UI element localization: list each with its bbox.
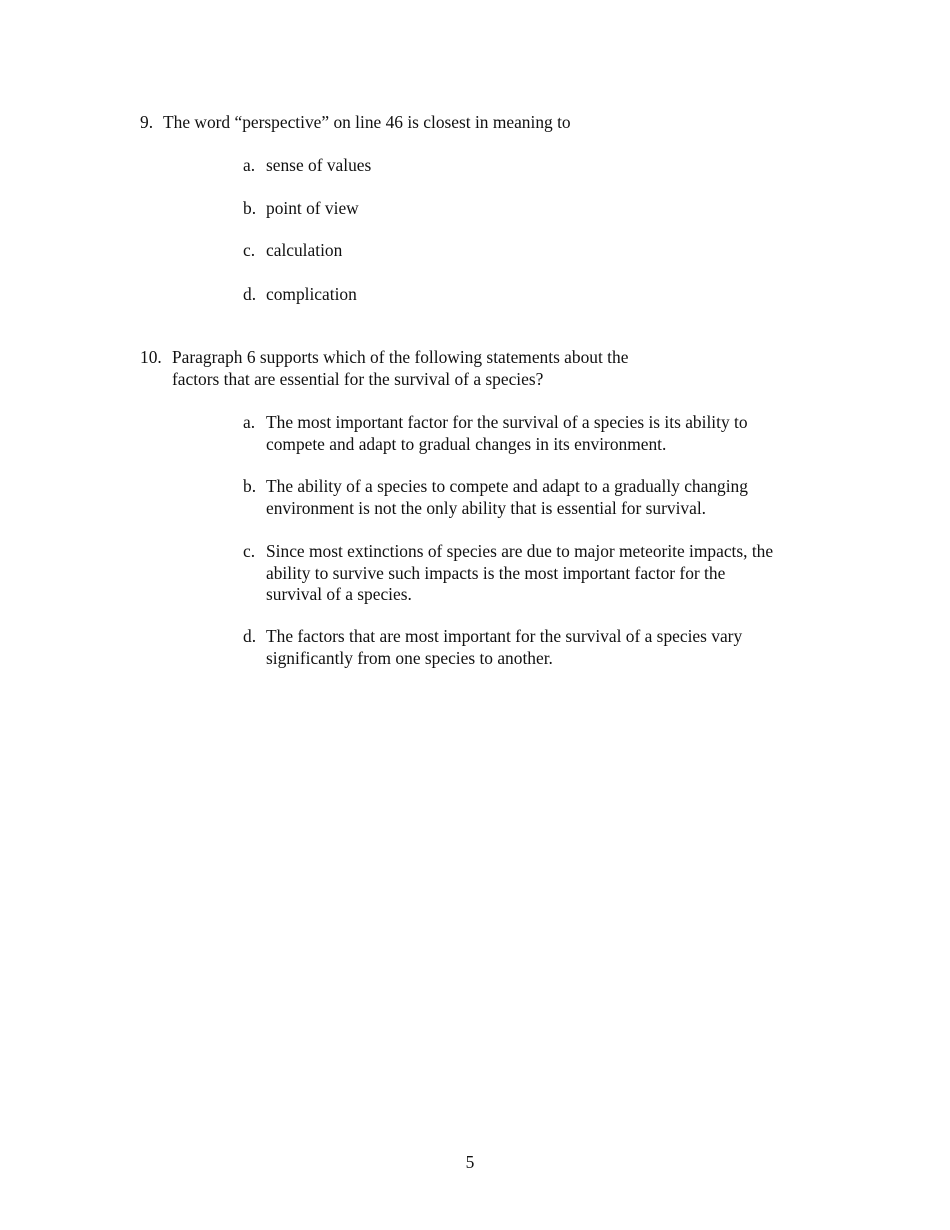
choice-text-line: survival of a species. — [266, 584, 412, 604]
choice-text-line: environment is not the only ability that is essential for survival. — [266, 497, 707, 518]
choice-letter: c. — [243, 541, 256, 561]
choice-text: sense of values — [266, 155, 372, 175]
question-number: 10. — [140, 347, 162, 367]
choice-letter: b. — [243, 476, 257, 496]
choice-text — [266, 476, 811, 519]
choice-text-line: compete and adapt to gradual changes in its environment. — [266, 433, 667, 454]
choice-text-line: significantly from one species to another. — [266, 647, 553, 668]
choice-text: point of view — [266, 198, 359, 218]
question-stem-line: Paragraph 6 supports which of the following statements about the — [172, 347, 629, 367]
choice-text-line: ability to survive such impacts is the most important factor for the — [266, 562, 726, 583]
choice-letter: a. — [243, 155, 256, 175]
choice-text: complication — [266, 284, 357, 304]
choice-text: calculation — [266, 240, 343, 260]
choice-text-line: The most important factor for the survival of a species is its ability to — [266, 412, 748, 432]
choice-letter: a. — [243, 412, 256, 432]
choice-text-line: The factors that are most important for the survival of a species vary — [266, 626, 743, 646]
choice-text — [266, 541, 811, 606]
choice-text-line: Since most extinctions of species are due to major meteorite impacts, the — [266, 541, 774, 561]
choice-text — [266, 412, 811, 455]
question-number: 9. — [140, 112, 154, 132]
question-stem-line: factors that are essential for the survival of a species? — [172, 368, 544, 389]
question-stem — [172, 347, 732, 390]
choice-text-line: The ability of a species to compete and adapt to a gradually changing — [266, 476, 748, 496]
choice-letter: b. — [243, 198, 257, 218]
choice-text — [266, 626, 811, 669]
choice-letter: d. — [243, 626, 257, 646]
page-number: 5 — [465, 1152, 475, 1172]
choice-letter: d. — [243, 284, 257, 304]
question-stem: The word “perspective” on line 46 is closest in meaning to — [163, 112, 571, 132]
choice-letter: c. — [243, 240, 256, 260]
